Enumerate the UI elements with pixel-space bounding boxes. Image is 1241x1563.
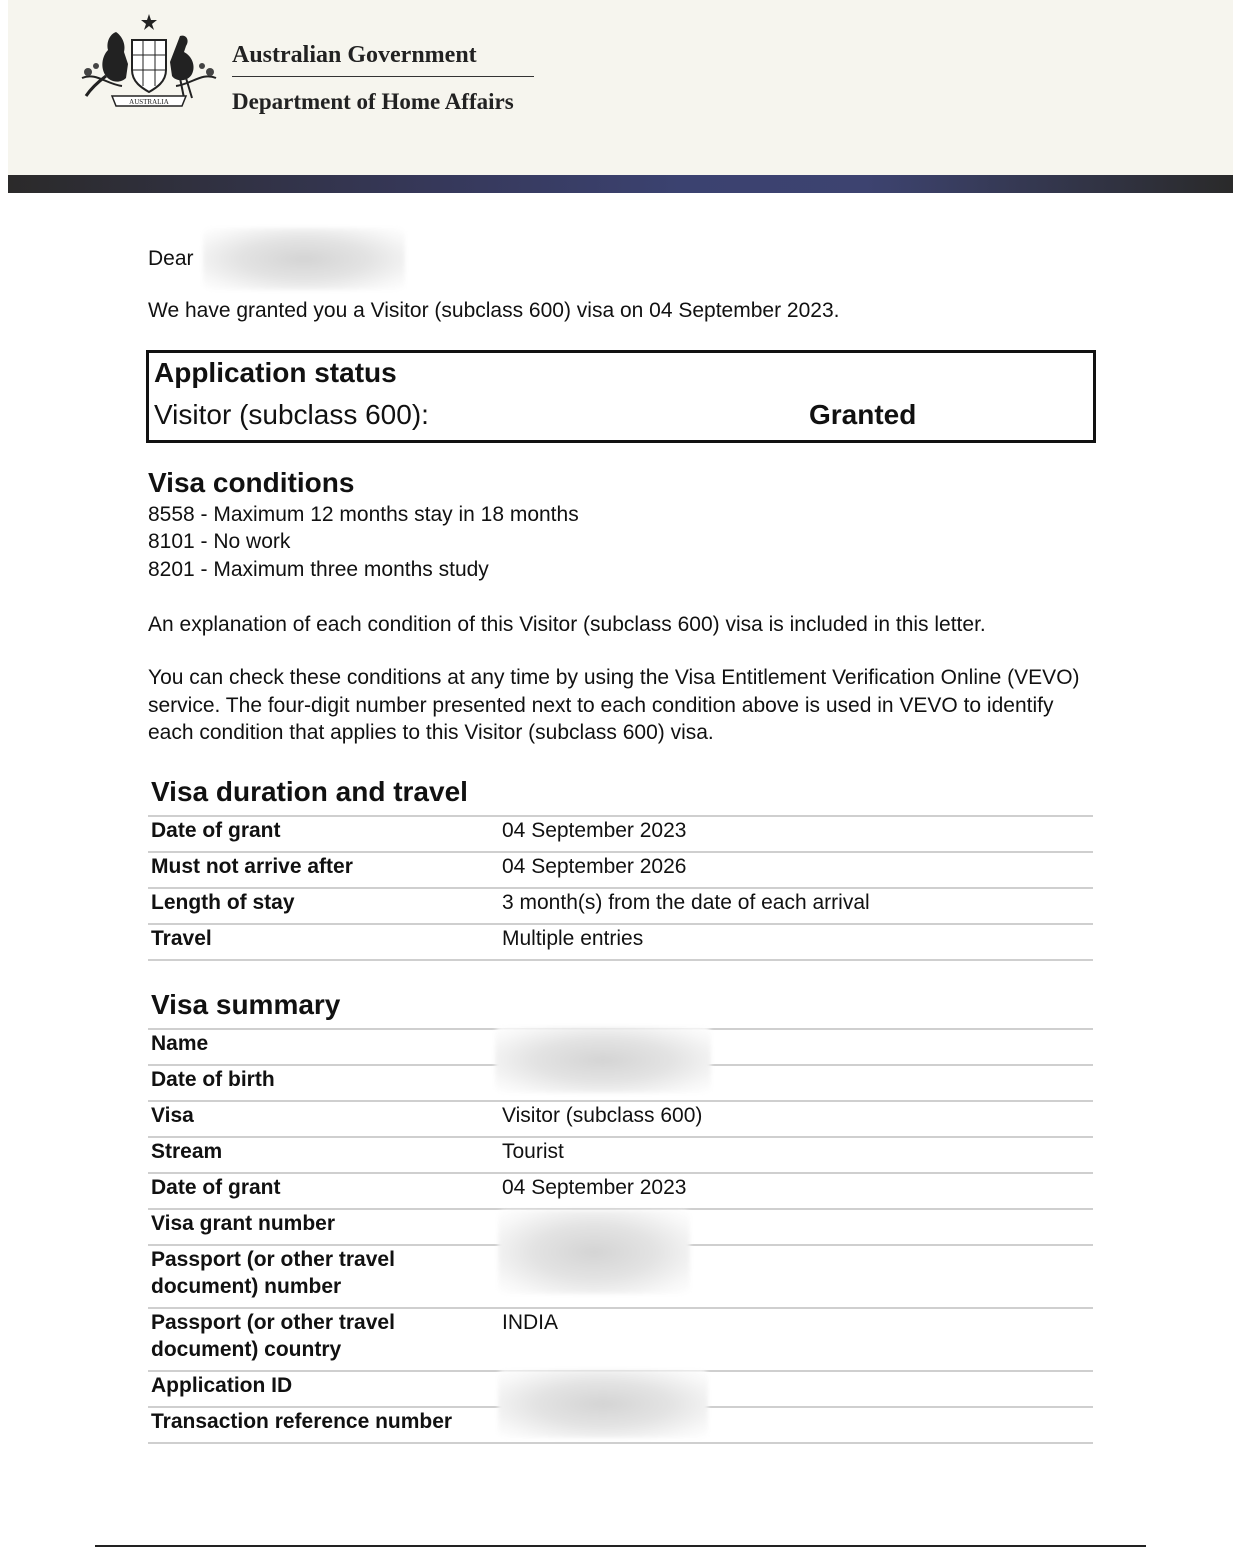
redacted-recipient-name bbox=[203, 228, 405, 290]
table-row bbox=[148, 924, 1093, 960]
grant-sentence: We have granted you a Visitor (subclass 600) visa on 04 September 2023. bbox=[148, 299, 840, 322]
salutation: Dear bbox=[148, 247, 194, 270]
row-value: Visitor (subclass 600) bbox=[498, 1101, 1093, 1137]
row-label: Visa grant number bbox=[148, 1209, 498, 1245]
row-label: Visa bbox=[148, 1101, 498, 1137]
department-title: Department of Home Affairs bbox=[232, 89, 514, 114]
redacted-name-dob bbox=[495, 1027, 711, 1093]
application-status-label: Visitor (subclass 600): bbox=[154, 399, 429, 430]
application-status-box bbox=[146, 350, 1096, 443]
footer-divider bbox=[95, 1545, 1146, 1547]
row-value: INDIA bbox=[498, 1308, 1093, 1371]
table-row bbox=[148, 1173, 1093, 1209]
condition-item: 8101 - No work bbox=[148, 530, 291, 553]
conditions-explanation: An explanation of each condition of this Visitor (subclass 600) visa is included in this letter. bbox=[148, 613, 986, 636]
row-value: 3 month(s) from the date of each arrival bbox=[498, 888, 1093, 924]
row-label: Transaction reference number bbox=[148, 1407, 498, 1443]
row-label: Passport (or other travel document) number bbox=[148, 1245, 498, 1308]
row-value: Multiple entries bbox=[498, 924, 1093, 960]
row-label: Length of stay bbox=[148, 888, 498, 924]
visa-conditions-heading: Visa conditions bbox=[148, 467, 355, 498]
table-row bbox=[148, 1137, 1093, 1173]
visa-duration-table bbox=[148, 815, 1093, 961]
vevo-note: You can check these conditions at any time by using the Visa Entitlement Verification Online (VEVO) service. The four-digit number presented next to each condition above is used in VEVO to identify each condition that applies to this Visitor (subclass 600) visa. bbox=[148, 666, 1080, 744]
row-label: Passport (or other travel document) country bbox=[148, 1308, 498, 1371]
header-divider bbox=[232, 76, 534, 77]
table-row bbox=[148, 1308, 1093, 1371]
row-value: 04 September 2026 bbox=[498, 852, 1093, 888]
table-row bbox=[148, 1101, 1093, 1137]
row-label: Application ID bbox=[148, 1371, 498, 1407]
row-label: Must not arrive after bbox=[148, 852, 498, 888]
row-label: Date of grant bbox=[148, 816, 498, 852]
application-status-heading: Application status bbox=[154, 357, 397, 388]
letterhead-band bbox=[8, 175, 1233, 193]
government-title: Australian Government bbox=[232, 42, 477, 68]
row-label: Date of birth bbox=[148, 1065, 498, 1101]
coat-of-arms-icon bbox=[76, 12, 222, 116]
row-value: Tourist bbox=[498, 1137, 1093, 1173]
row-value: 04 September 2023 bbox=[498, 1173, 1093, 1209]
table-row bbox=[148, 852, 1093, 888]
row-label: Travel bbox=[148, 924, 498, 960]
crest-scroll-text: AUSTRALIA bbox=[129, 98, 169, 106]
condition-item: 8558 - Maximum 12 months stay in 18 months bbox=[148, 503, 579, 526]
table-row bbox=[148, 816, 1093, 852]
redacted-application-transaction bbox=[498, 1370, 708, 1438]
row-label: Stream bbox=[148, 1137, 498, 1173]
row-label: Date of grant bbox=[148, 1173, 498, 1209]
row-label: Name bbox=[148, 1029, 498, 1065]
visa-duration-heading: Visa duration and travel bbox=[151, 776, 468, 807]
row-value: 04 September 2023 bbox=[498, 816, 1093, 852]
table-row bbox=[148, 888, 1093, 924]
redacted-grant-passport-number bbox=[498, 1210, 690, 1294]
visa-summary-heading: Visa summary bbox=[151, 989, 341, 1020]
application-status-value: Granted bbox=[809, 399, 917, 430]
condition-item: 8201 - Maximum three months study bbox=[148, 558, 489, 581]
